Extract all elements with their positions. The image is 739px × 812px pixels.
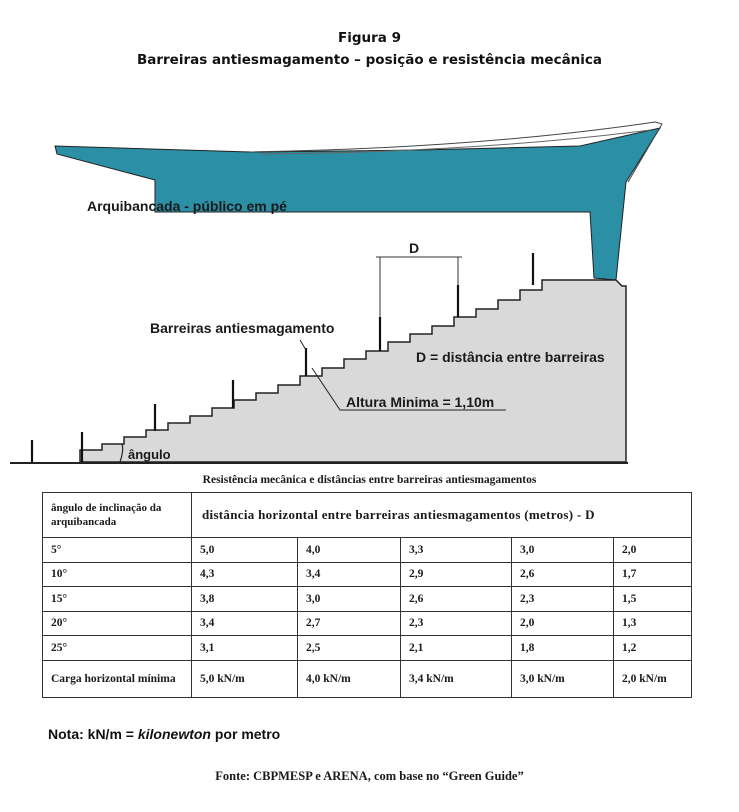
load-value-cell: 3,4 kN/m: [401, 660, 512, 697]
value-cell: 1,5: [614, 587, 692, 612]
load-value-cell: 2,0 kN/m: [614, 660, 692, 697]
table-header-row: [43, 493, 692, 538]
table-row: [43, 636, 692, 661]
value-cell: 3,1: [192, 636, 298, 661]
figure-number: Figura 9: [338, 30, 401, 46]
value-cell: 3,0: [298, 587, 401, 612]
angle-column-header: ângulo de inclinação da arquibancada: [43, 493, 192, 538]
note-suffix: por metro: [210, 726, 281, 742]
value-cell: 2,1: [401, 636, 512, 661]
value-cell: 1,2: [614, 636, 692, 661]
load-value-cell: 4,0 kN/m: [298, 660, 401, 697]
angle-cell: 5°: [43, 538, 192, 563]
value-cell: 2,5: [298, 636, 401, 661]
table-caption: Resistência mecânica e distâncias entre barreiras antiesmagamentos: [202, 474, 537, 486]
table-row: [43, 611, 692, 636]
value-cell: 3,0: [512, 538, 614, 563]
value-cell: 1,3: [614, 611, 692, 636]
value-cell: 3,4: [298, 562, 401, 587]
value-cell: 2,6: [512, 562, 614, 587]
value-cell: 2,9: [401, 562, 512, 587]
value-cell: 3,4: [192, 611, 298, 636]
stand-label: Arquibancada - público em pé: [87, 198, 287, 214]
load-value-cell: 3,0 kN/m: [512, 660, 614, 697]
table-row-horizontal-load: [43, 660, 692, 697]
distance-column-header: distância horizontal entre barreiras antiesmagamentos (metros) - D: [192, 493, 692, 538]
value-cell: 2,6: [401, 587, 512, 612]
barrier-resistance-table: [42, 492, 692, 698]
d-meaning-label: D = distância entre barreiras: [416, 349, 605, 365]
angle-cell: 15°: [43, 587, 192, 612]
barriers-label: Barreiras antiesmagamento: [150, 320, 335, 336]
angle-label: ângulo: [128, 447, 171, 462]
angle-cell: 25°: [43, 636, 192, 661]
source-citation: Fonte: CBPMESP e ARENA, com base no “Green Guide”: [215, 769, 524, 783]
value-cell: 1,8: [512, 636, 614, 661]
load-label-cell: Carga horizontal mínima: [43, 660, 192, 697]
note-prefix: Nota: kN/m =: [48, 726, 138, 742]
table-row: [43, 562, 692, 587]
barrier-label-leader: [300, 340, 306, 350]
min-height-label: Altura Minima = 1,10m: [346, 394, 495, 410]
value-cell: 3,8: [192, 587, 298, 612]
value-cell: 4,0: [298, 538, 401, 563]
note: [48, 726, 280, 742]
figure-caption: Barreiras antiesmagamento – posição e resistência mecânica: [136, 52, 603, 68]
value-cell: 2,7: [298, 611, 401, 636]
distance-d-label: D: [409, 240, 420, 256]
distance-marker: [376, 257, 462, 317]
value-cell: 2,3: [401, 611, 512, 636]
angle-cell: 10°: [43, 562, 192, 587]
table-row: [43, 538, 692, 563]
value-cell: 4,3: [192, 562, 298, 587]
note-emphasis: kilonewton: [137, 726, 211, 742]
value-cell: 2,0: [614, 538, 692, 563]
stadium-cross-section-diagram: [0, 110, 739, 472]
angle-cell: 20°: [43, 611, 192, 636]
value-cell: 2,0: [512, 611, 614, 636]
value-cell: 1,7: [614, 562, 692, 587]
load-value-cell: 5,0 kN/m: [192, 660, 298, 697]
stand-body: [80, 280, 626, 462]
table-row: [43, 587, 692, 612]
value-cell: 5,0: [192, 538, 298, 563]
value-cell: 2,3: [512, 587, 614, 612]
value-cell: 3,3: [401, 538, 512, 563]
